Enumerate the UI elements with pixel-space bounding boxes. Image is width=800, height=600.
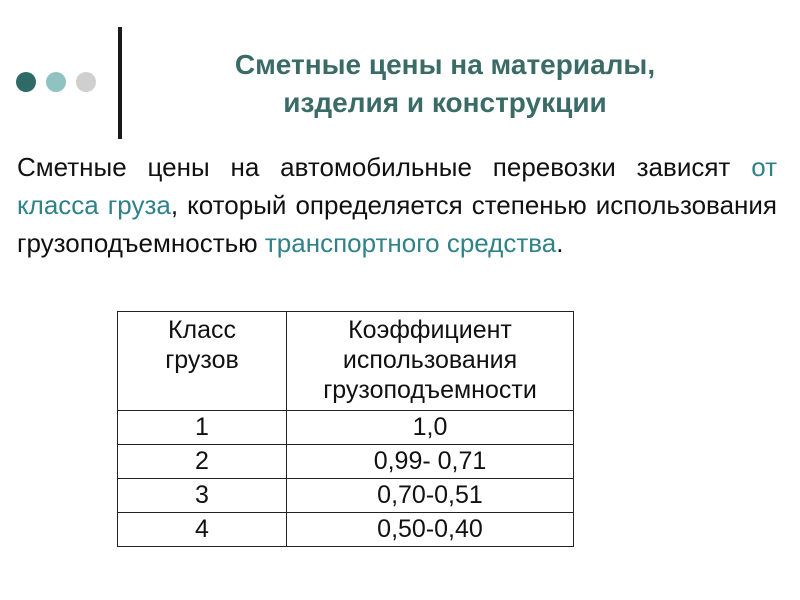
header-cargo-class: Класс грузов xyxy=(118,312,287,411)
body-paragraph xyxy=(17,148,777,262)
paragraph-text-3: . xyxy=(556,228,564,258)
decorative-dots xyxy=(16,72,96,92)
title-line-2: изделия и конструкции xyxy=(283,87,607,118)
table-row xyxy=(118,479,574,513)
slide-title xyxy=(170,46,720,122)
header-coefficient: Коэффициент использования грузоподъемности xyxy=(287,312,574,411)
dot-light xyxy=(76,72,96,92)
cell-coefficient: 0,50-0,40 xyxy=(287,513,574,547)
cell-class: 1 xyxy=(118,411,287,445)
dot-dark xyxy=(16,72,36,92)
cell-coefficient: 1,0 xyxy=(287,411,574,445)
title-line-1: Сметные цены на материалы, xyxy=(234,49,656,80)
paragraph-highlight-1: от класса груза xyxy=(17,152,777,220)
cell-coefficient: 0,99- 0,71 xyxy=(287,445,574,479)
table-row xyxy=(118,445,574,479)
paragraph-highlight-2: транспортного средства xyxy=(264,228,557,258)
cell-class: 3 xyxy=(118,479,287,513)
cargo-class-table xyxy=(117,311,574,547)
table-header-row xyxy=(118,312,574,411)
paragraph-text-2: , который определяется степенью использования грузоподъемностью xyxy=(17,190,777,258)
table-row xyxy=(118,411,574,445)
cell-class: 4 xyxy=(118,513,287,547)
table-row xyxy=(118,513,574,547)
dot-medium xyxy=(46,72,66,92)
paragraph-text-1: Сметные цены на автомобильные перевозки зависят xyxy=(17,152,752,182)
cell-class: 2 xyxy=(118,445,287,479)
cell-coefficient: 0,70-0,51 xyxy=(287,479,574,513)
vertical-divider xyxy=(118,27,122,139)
